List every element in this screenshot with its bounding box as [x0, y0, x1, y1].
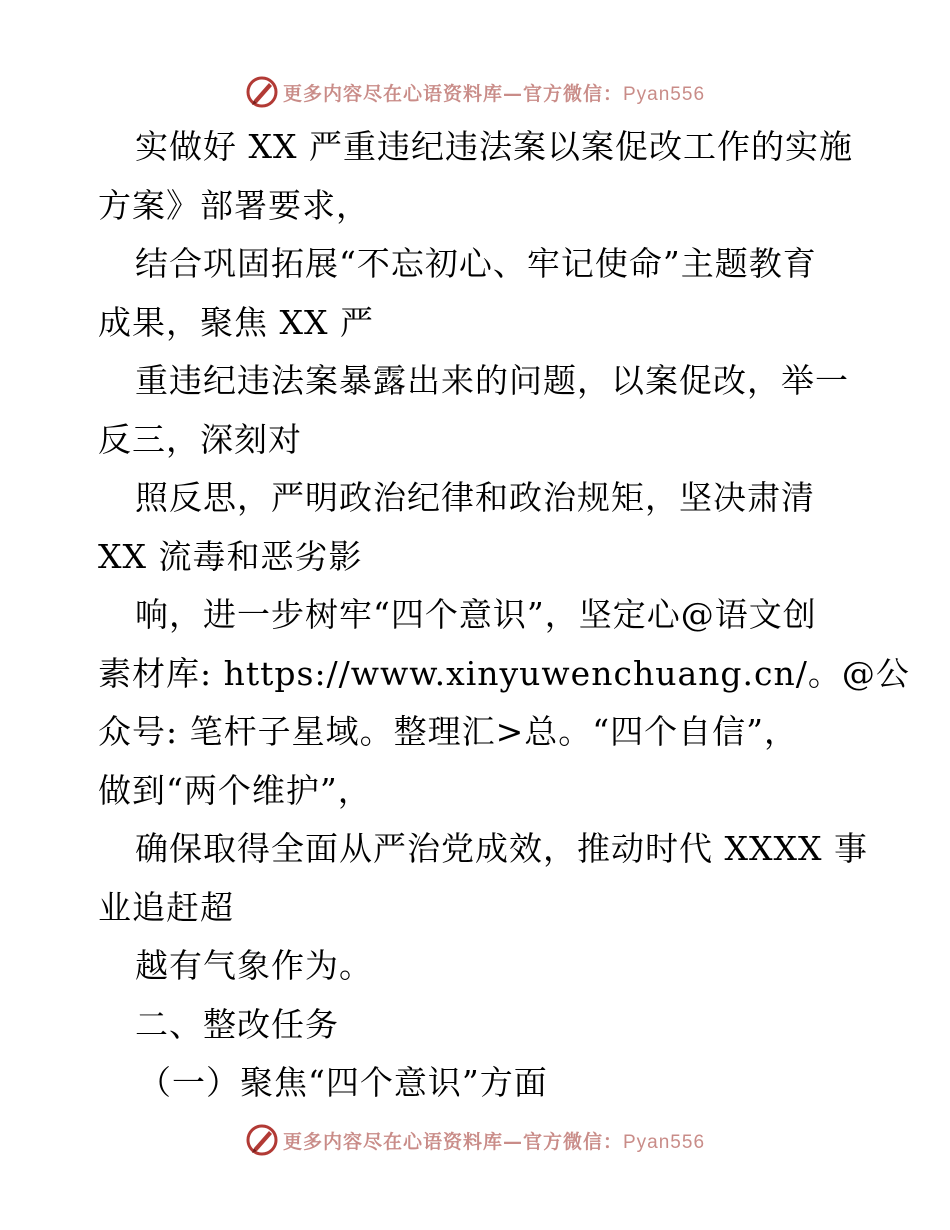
- text-line: 重违纪违法案暴露出来的问题，以案促改，举一: [135, 361, 849, 400]
- pen-logo-icon: [245, 1123, 279, 1157]
- text-line: 结合巩固拓展“不忘初心、牢记使命”主题教育: [135, 244, 817, 283]
- text-line: 方案》部署要求，: [98, 185, 370, 225]
- section-heading: 二、整改任务: [135, 1004, 339, 1044]
- text-line: XX 流毒和恶劣影: [98, 536, 363, 576]
- pen-logo-icon: [245, 75, 279, 109]
- text-line: 众号: 笔杆子星域。整理汇>总。“四个自信”，: [98, 712, 798, 751]
- text-line: 响，进一步树牢“四个意识”，坚定心@语文创: [135, 595, 817, 634]
- watermark-text: 更多内容尽在心语资料库—官方微信：Pyan556: [282, 82, 706, 105]
- subsection-heading: （一）聚焦“四个意识”方面: [138, 1063, 548, 1102]
- watermark-text: 更多内容尽在心语资料库—官方微信：Pyan556: [282, 1130, 706, 1153]
- header-watermark: [0, 70, 950, 114]
- text-line: 确保取得全面从严治党成效，推动时代 XXXX 事: [135, 829, 868, 868]
- text-line: 实做好 XX 严重违纪违法案以案促改工作的实施: [135, 127, 853, 166]
- text-line: 越有气象作为。: [135, 946, 373, 985]
- watermark-wechat-id: Pyan556: [623, 1131, 706, 1153]
- text-line: 成果，聚焦 XX 严: [98, 302, 374, 342]
- text-line: 反三，深刻对: [98, 419, 302, 459]
- document-body: [98, 118, 910, 1113]
- footer-watermark: [0, 1118, 950, 1162]
- text-line: 做到“两个维护”，: [98, 770, 372, 810]
- text-line: 照反思，严明政治纪律和政治规矩，坚决肃清: [135, 478, 815, 517]
- text-line: 素材库: https://www.xinyuwenchuang.cn/。@公: [98, 653, 910, 693]
- watermark-wechat-id: Pyan556: [623, 83, 706, 105]
- text-line: 业追赶超: [98, 887, 234, 927]
